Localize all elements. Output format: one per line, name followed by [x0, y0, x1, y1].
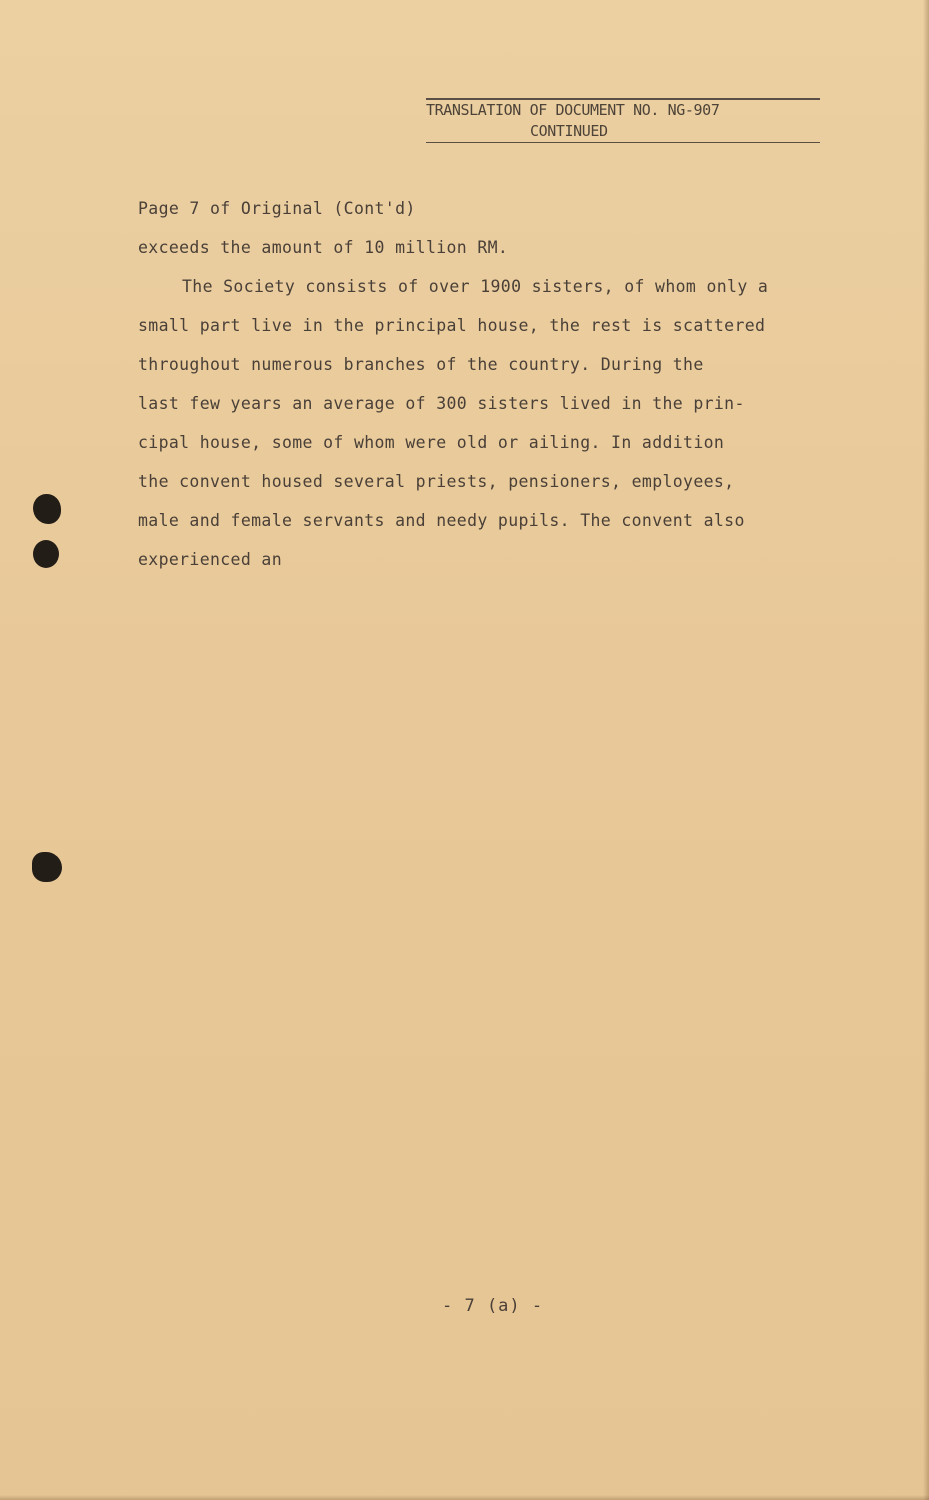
body-line: experienced an — [138, 550, 282, 569]
header-title: TRANSLATION OF DOCUMENT NO. NG-907 — [426, 100, 720, 119]
body-line: throughout numerous branches of the country. During the — [138, 355, 704, 374]
page-reference-line: Page 7 of Original (Cont'd) — [138, 199, 416, 218]
body-line: last few years an average of 300 sisters lived in the prin- — [138, 394, 745, 413]
body-line: exceeds the amount of 10 million RM. — [138, 238, 509, 257]
header-continued: CONTINUED — [530, 121, 608, 140]
header-bottom-rule — [426, 142, 820, 144]
paragraph-first-line: The Society consists of over 1900 sisters, of whom only a — [182, 277, 769, 296]
body-line: male and female servants and needy pupils. The convent also — [138, 511, 745, 530]
document-header — [426, 98, 820, 143]
page-edge-shadow-bottom — [0, 1495, 929, 1500]
body-line: the convent housed several priests, pensioners, employees, — [138, 472, 735, 491]
body-line: cipal house, some of whom were old or ailing. In addition — [138, 433, 725, 452]
punch-hole — [32, 852, 62, 882]
page-number: - 7 (a) - — [442, 1296, 544, 1316]
punch-hole — [33, 494, 61, 524]
punch-hole — [33, 540, 59, 568]
body-line: small part live in the principal house, the rest is scattered — [138, 316, 766, 335]
page-edge-shadow — [923, 0, 929, 1500]
document-body — [138, 196, 858, 586]
